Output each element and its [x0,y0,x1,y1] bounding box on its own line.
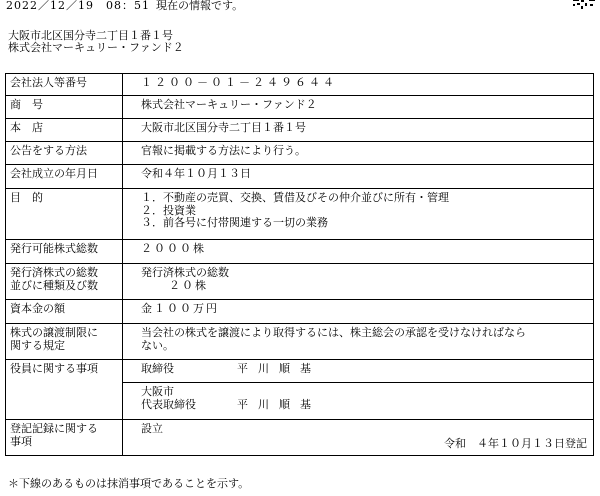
label-capital: 資本金の額 [6,300,123,324]
purpose-item: １．不動産の売買、交換、賃借及びその仲介並びに所有・管理 [141,191,449,204]
value-capital: 金１００万円 [123,300,594,324]
label-issued-shares-line1: 発行済株式の総数 [10,266,98,279]
label-public-notice: 公告をする方法 [6,142,123,165]
label-registry-line2: 事項 [10,434,32,448]
value-established: 令和４年１０月１３日 [123,165,594,189]
value-authorized-shares: ２０００株 [123,240,594,264]
officer-name: 平川順基 [237,397,321,411]
registry-record-date: 令和 ４年１０月１３日登記 [444,436,587,450]
value-issued-shares [123,264,594,300]
value-corp-number: １２００－０１－２４９６４４ [123,74,594,96]
label-issued-shares-line2: 並びに種類及び数 [10,278,98,292]
address-line-2: 株式会社マーキュリー・ファンド２ [8,41,184,54]
officer-title: 代表取締役 [141,397,196,411]
value-issued-shares-line2: ２０株 [169,278,208,292]
purpose-item: ２．投資業 [141,203,196,217]
label-issued-shares [6,264,123,300]
row-purpose [6,189,594,240]
address-line-1: 大阪市北区国分寺二丁目１番１号 [8,29,173,42]
row-head-office [6,119,594,142]
row-authorized-shares [6,240,594,264]
value-issued-shares-line1: 発行済株式の総数 [141,266,229,279]
value-transfer-line2: ない。 [141,338,174,352]
label-purpose: 目 的 [6,189,123,240]
registry-table [5,73,594,456]
officer-entry [123,360,593,383]
row-established [6,165,594,189]
label-registry-record [6,420,123,456]
label-trade-name: 商 号 [6,96,123,119]
header-status: 現在の情報です。 [155,0,244,12]
value-transfer-line1: 当会社の株式を譲渡により取得するには、株主総会の承認を受けなければなら [141,326,526,339]
purpose-item: ３．前各号に付帯関連する一切の業務 [141,216,328,230]
value-public-notice: 官報に掲載する方法により行う。 [123,142,594,165]
label-transfer-restriction [6,324,123,360]
row-trade-name [6,96,594,119]
value-head-office: 大阪市北区国分寺二丁目１番１号 [123,119,594,142]
header-line [6,0,243,13]
label-registry-line1: 登記記録に関する [10,422,98,435]
registry-record-value: 設立 [141,422,163,435]
row-corp-number [6,74,594,96]
row-capital [6,300,594,324]
row-registry-record [6,420,594,456]
officer-title: 取締役 [141,362,174,375]
label-officers: 役員に関する事項 [6,360,123,420]
value-trade-name: 株式会社マーキュリー・ファンド２ [123,96,594,119]
officer-entry [123,383,593,414]
label-authorized-shares: 発行可能株式総数 [6,240,123,264]
label-head-office: 本 店 [6,119,123,142]
label-established: 会社成立の年月日 [6,165,123,189]
row-public-notice [6,142,594,165]
value-transfer-restriction [123,324,594,360]
footnote: ＊下線のあるものは抹消事項であることを示す。 [8,477,250,490]
qr-code-icon [572,0,596,10]
header-datetime: 2022／12／19 08：51 [6,0,150,12]
row-transfer-restriction [6,324,594,360]
value-officers [123,360,594,420]
value-purpose [123,189,594,240]
row-officers [6,360,594,420]
officer-city: 大阪市 [141,385,174,398]
officer-name: 平川順基 [237,362,321,375]
row-issued-shares [6,264,594,300]
label-transfer-line1: 株式の譲渡制限に [10,326,98,339]
value-registry-record [123,420,594,456]
label-transfer-line2: 関する規定 [10,338,65,352]
label-corp-number: 会社法人等番号 [6,74,123,96]
